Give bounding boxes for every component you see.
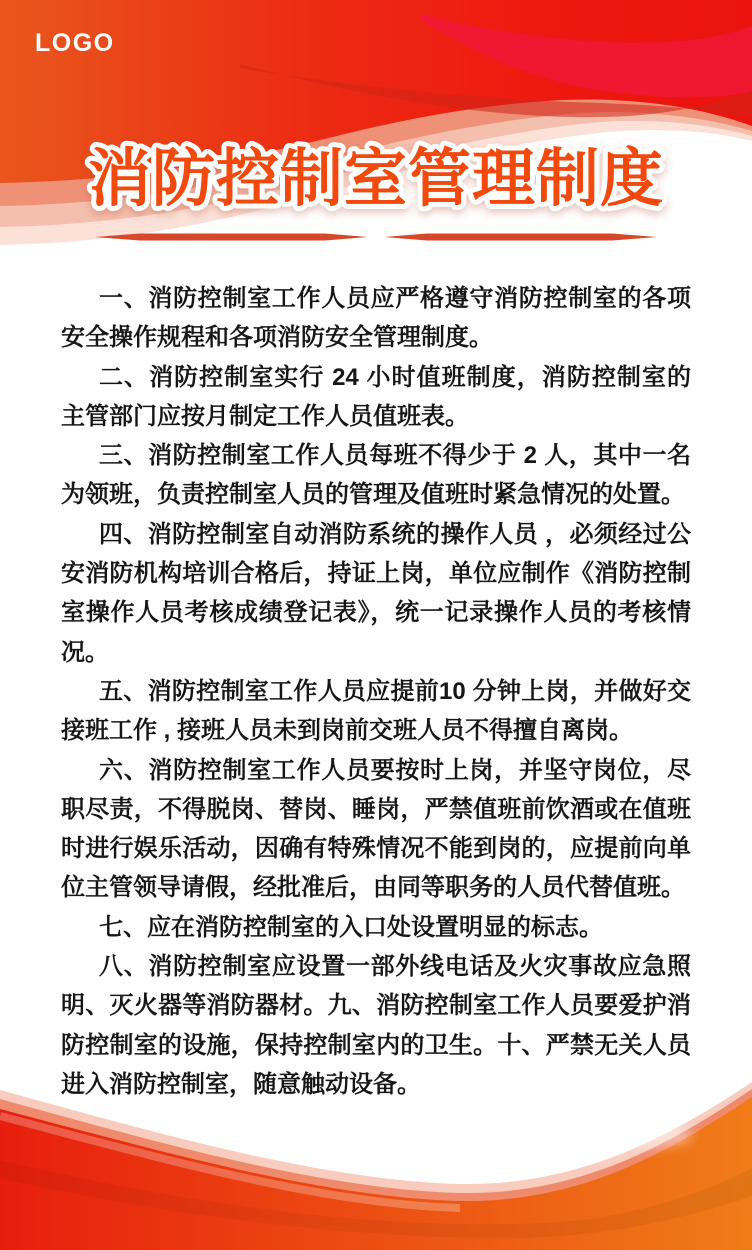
rule-line: 主管部门应按月制定工作人员值班表。 <box>61 402 469 430</box>
rule-line: 七、应在消防控制室的入口处设置明显的标志。 <box>99 913 603 941</box>
rule-line: 防控制室的设施，保持控制室内的卫生。十、严禁无关人员 <box>61 1031 691 1059</box>
rule-line: 明、灭火器等消防器材。九、消防控制室工作人员要爱护消 <box>61 992 691 1020</box>
rule-line: 二、消防控制室实行 24 小时值班制度，消防控制室的 <box>99 363 691 391</box>
rule-paragraph <box>61 515 691 672</box>
rule-paragraph <box>61 947 691 1104</box>
rule-line: 安全操作规程和各项消防安全管理制度。 <box>61 324 493 352</box>
rule-line: 位主管领导请假，经批准后，由同等职务的人员代替值班。 <box>61 874 685 902</box>
footer-wave <box>0 1082 752 1250</box>
rule-line: 时进行娱乐活动，因确有特殊情况不能到岗的，应提前向单 <box>61 835 691 863</box>
rule-line: 六、消防控制室工作人员要按时上岗，并坚守岗位，尽 <box>99 756 691 784</box>
rule-line: 五、消防控制室工作人员应提前10 分钟上岗，并做好交 <box>99 677 691 705</box>
rule-line: 接班工作 , 接班人员未到岗前交班人员不得擅自离岗。 <box>61 717 634 745</box>
rule-line: 为领班，负责控制室人员的管理及值班时紧急情况的处置。 <box>61 481 685 509</box>
rule-paragraph <box>61 279 691 358</box>
rule-line: 四、消防控制室自动消防系统的操作人员 ，必须经过公 <box>99 520 691 548</box>
rule-paragraph <box>61 672 691 751</box>
rule-paragraph <box>61 358 691 437</box>
rule-paragraph <box>61 751 691 908</box>
rule-line: 职尽责，不得脱岗、替岗、睡岗，严禁值班前饮酒或在值班 <box>61 795 691 823</box>
rule-paragraph <box>61 908 691 947</box>
rule-line: 一、消防控制室工作人员应严格遵守消防控制室的各项 <box>99 285 691 312</box>
page-title: 消防控制室管理制度 <box>88 144 664 214</box>
rule-line: 进入消防控制室，随意触动设备。 <box>61 1070 421 1098</box>
rule-line: 室操作人员考核成绩登记表》，统一记录操作人员的考核情 <box>61 599 691 627</box>
rule-line: 安消防机构培训合格后，持证上岗，单位应制作《消防控制 <box>61 560 691 588</box>
rule-paragraph <box>61 436 691 515</box>
title-divider <box>95 234 657 241</box>
rules-list <box>61 279 691 1104</box>
logo-text: LOGO <box>35 29 115 57</box>
rule-line: 八、消防控制室应设置一部外线电话及火灾事故应急照 <box>99 953 691 981</box>
rule-line: 三、消防控制室工作人员每班不得少于 2 人，其中一名 <box>99 442 691 470</box>
rule-line: 况。 <box>61 638 109 666</box>
